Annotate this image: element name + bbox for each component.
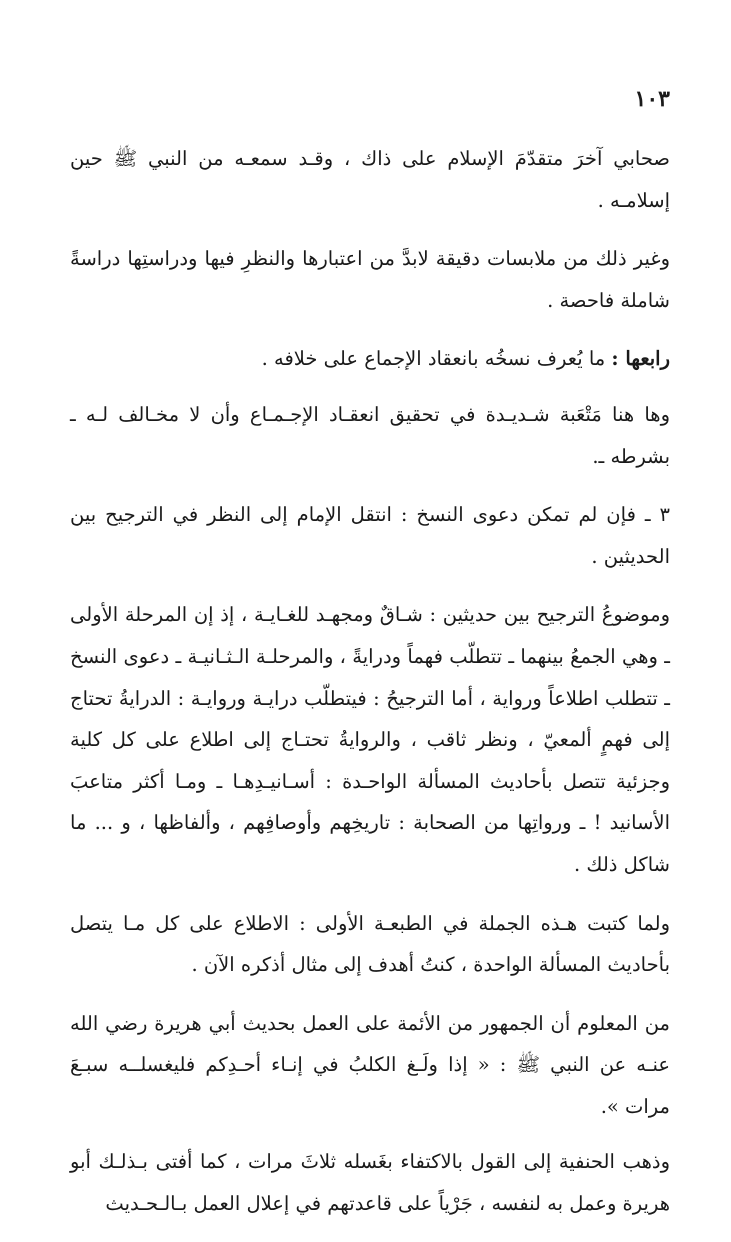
body-text xyxy=(70,138,670,1242)
paragraph-text: ولما كتبت هـذه الجملة في الطبعـة الأولى : الاطلاع على كل مـا يتصل بأحاديث المسألة الواحدة ، كنتُ أهدف إلى مثال أذكره الآن . xyxy=(70,911,670,977)
paragraph xyxy=(70,238,670,321)
book-page xyxy=(70,0,670,1216)
paragraph-lead: رابعها : xyxy=(611,347,670,371)
page-number: ١٠٣ xyxy=(634,86,670,112)
paragraph-text: صحابي آخرَ متقدّمَ الإسلام على ذاك ، وقـد سمعـه من النبي ﷺ حين إسلامـه . xyxy=(70,147,670,212)
paragraph xyxy=(70,1141,670,1224)
paragraph xyxy=(70,903,670,986)
paragraph xyxy=(70,338,670,380)
paragraph xyxy=(70,594,670,885)
paragraph xyxy=(70,1003,670,1128)
paragraph xyxy=(70,494,670,577)
paragraph-text: ما يُعرف نسخُه بانعقاد الإجماع على خلافه . xyxy=(261,347,612,371)
paragraph-text: ٣ ـ فإن لم تمكن دعوى النسخ : انتقل الإمام إلى النظر في الترجيح بين الحديثين . xyxy=(70,503,670,568)
paragraph xyxy=(70,394,670,477)
paragraph-text: من المعلوم أن الجمهور من الأئمة على العمل بحديث أبي هريرة رضي الله عنـه عن النبي ﷺ : « إذا ولَـغ الكلبُ في إنـاء أحـدِكم فليغسلــه سبـعَ مرات ». xyxy=(70,1011,670,1118)
paragraph xyxy=(70,138,670,221)
paragraph-text: وذهب الحنفية إلى القول بالاكتفاء بغَسله ثلاثَ مرات ، كما أفتى بـذلـك أبو هريرة وعمل به لنفسه ، جَرْياً على قاعدتهم في إعلال العمل بـالـحـديث xyxy=(70,1150,670,1216)
paragraph-text: وها هنا مَتْعَبة شـديـدة في تحقيق انعقـاد الإجـمـاع وأن لا مخـالف لـه ـ بشرطه ـ. xyxy=(70,402,670,468)
paragraph-text: وموضوعُ الترجيح بين حديثين : شـاقٌ ومجهـد للغـايـة ، إذ إن المرحلة الأولى ـ وهي الجمعُ بينهما ـ تتطلّب فهماً ودرايةً ، والمرحلـة الـثـانيـة ـ دعوى النسخ ـ تتطلب اطلاعاً ورواية ، أما الترجيحُ : فيتطلّب درايـة وروايـة : الدرايةُ تحتاج إلى فهمٍ ألمعيّ ، ونظر ثاقب ، والروايةُ تحتـاج إلى اطلاع على كل كلية وجزئية تتصل بأحاديث المسألة الواحـدة : أسـانيـدِهـا ـ ومـا أكثر متاعبَ الأسانيد ! ـ ورواتِها من الصحابة : تاريخِهم وأوصافِهم ، وألفاظها ، و ... ما شاكل ذلك . xyxy=(70,603,670,876)
paragraph-text: وغير ذلك من ملابسات دقيقة لابدَّ من اعتبارها والنظرِ فيها ودراستِها دراسةً شاملة فاحصة . xyxy=(70,247,670,312)
